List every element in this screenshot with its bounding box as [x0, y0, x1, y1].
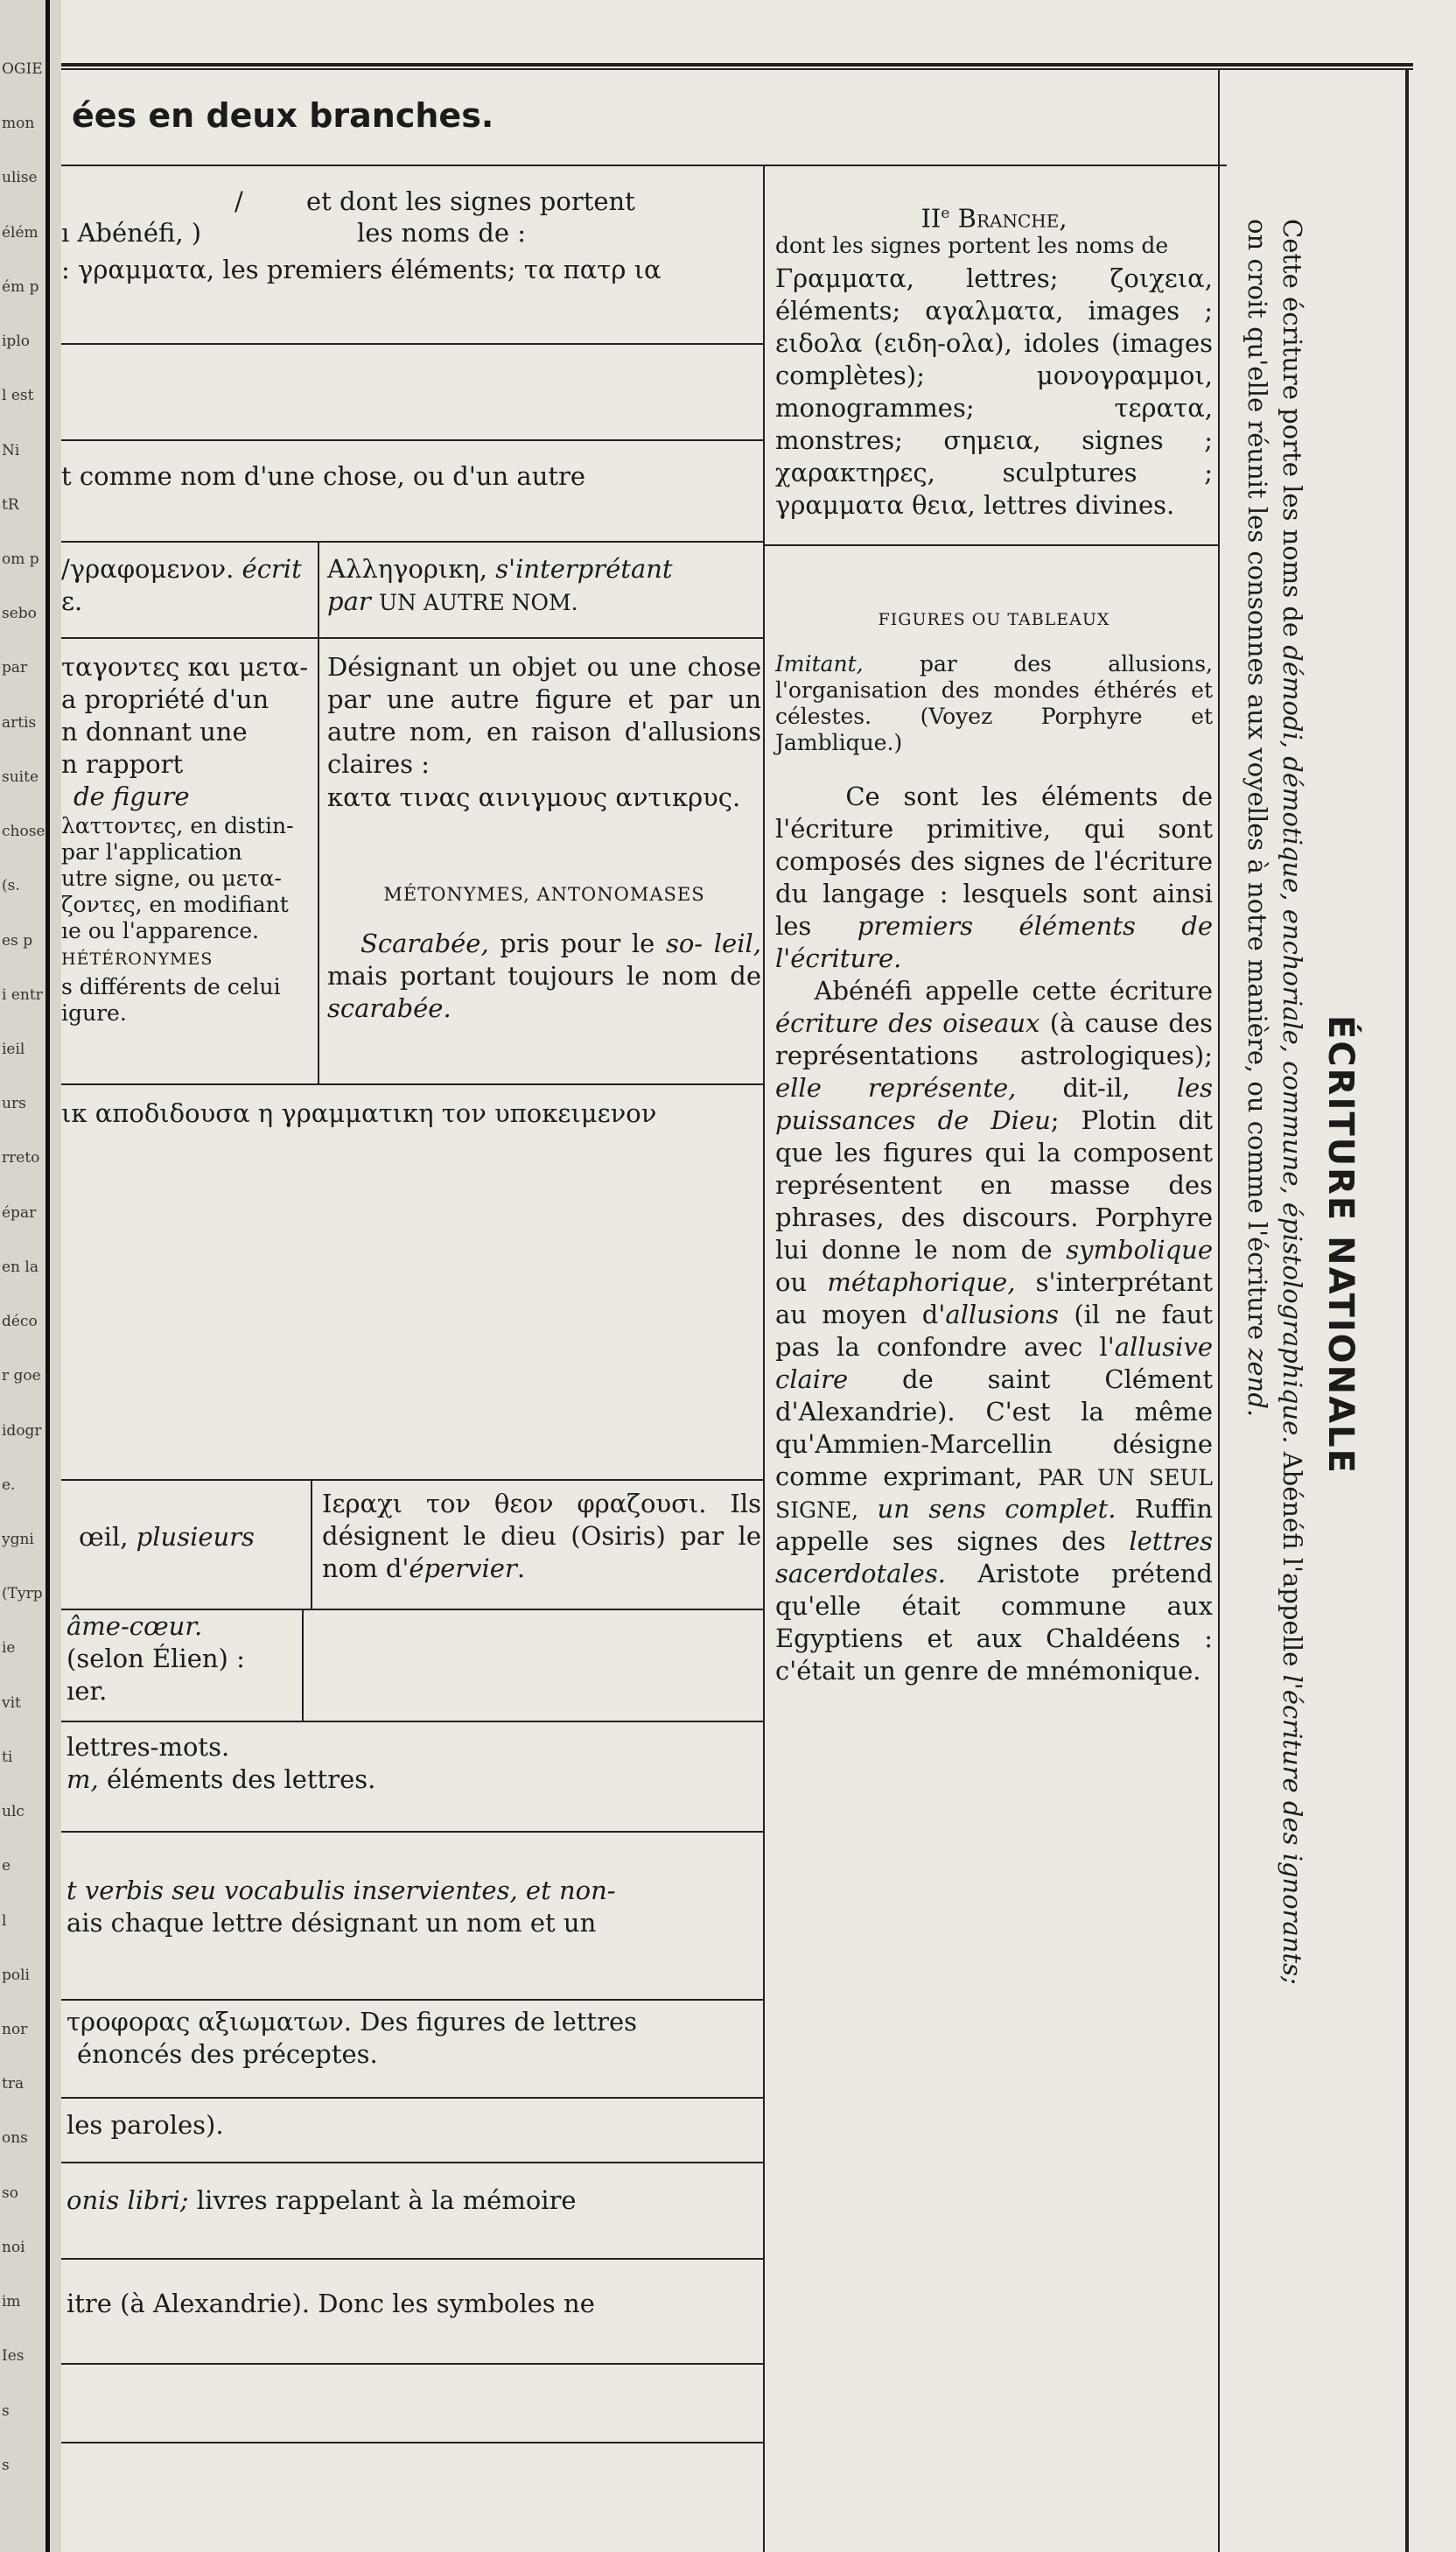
col1-rule-2: [61, 439, 763, 441]
header-rule-right: [763, 165, 1227, 166]
strip-fragment: chose: [2, 824, 46, 840]
strip-fragment: vit: [2, 1694, 21, 1711]
alex-cell: itre (à Alexandrie). Donc les symboles ne: [66, 2289, 595, 2318]
strip-fragment: r goe: [2, 1368, 41, 1385]
ame-divider: [302, 1609, 304, 1721]
strip-fragment: idogr: [2, 1422, 42, 1439]
strip-fragment: nor: [2, 2022, 28, 2037]
strip-fragment: ém p: [2, 278, 39, 295]
col1-rule-1: [61, 343, 763, 345]
col1-sub-divider: [318, 541, 319, 1083]
col-divider: [763, 166, 765, 2552]
strip-fragment: Ies: [2, 2348, 24, 2365]
strip-fragment: épar: [2, 1204, 37, 1221]
vertical-title: ÉCRITURE NATIONALE: [1320, 1015, 1361, 1475]
strip-fragment: e.: [2, 1476, 16, 1493]
strip-fragment: om p: [2, 551, 39, 567]
oeil-cell: œil, plusieurs: [79, 1522, 255, 1552]
col1-row1-line2a: ı Abénéfi, ): [61, 218, 202, 248]
right-frame-rule: [1405, 70, 1409, 2552]
branche-heading: IIe Branche,: [920, 203, 1068, 234]
col1-rule-12: [61, 2162, 763, 2163]
col2-rule-1: [763, 544, 1218, 546]
sub-right-greek: κατα τινας αινιγμους αντικρυς.: [327, 782, 741, 812]
strip-fragment: i entr: [2, 986, 43, 1003]
strip-fragment: artis: [2, 714, 37, 731]
col1-rule-15: [61, 2442, 763, 2443]
col1-rule-9: [61, 1831, 763, 1833]
figures-heading: FIGURES OU TABLEAUX: [878, 610, 1110, 629]
strip-fragment: tra: [2, 2076, 24, 2093]
strip-fragment: élém: [2, 224, 38, 241]
strip-fragment: poli: [2, 1967, 30, 1983]
strip-fragment: s: [2, 2457, 10, 2473]
strip-fragment: OGIE: [2, 61, 43, 77]
strip-fragment: l est: [2, 388, 34, 404]
vertical-line-2: on croit qu'elle réunit les consonnes aux voyelles à notre manière, ou comme l'écriture zend.: [1242, 219, 1272, 1418]
sub-right-para: Désignant un objet ou une chose par une autre figure et par un autre nom, en raison d'allusions claires :: [327, 652, 761, 779]
strip-fragment: es p: [2, 932, 33, 949]
dont-line: dont les signes portent les noms de: [775, 233, 1169, 258]
vertical-line-1: Cette écriture porte les noms de démodi, démotique, enchoriale, commune, épistolographique. Abénéfi l'appelle l'écriture des ignorants;: [1278, 219, 1307, 1985]
strip-fragment: s: [2, 2402, 10, 2419]
metonymes-heading: MÉTONYMES, ANTONOMASES: [383, 884, 705, 905]
strip-fragment: ie: [2, 1640, 16, 1657]
strip-fragment: ieil: [2, 1041, 25, 1057]
col2-main-para: Ce sont les éléments de l'écriture primitive, qui sont composés des signes de l'écriture du langage : lesquels sont ainsi les premiers éléments de l'écriture. Abénéfi appelle cette écriture écriture des oiseaux (à cause des représentations astrologiques); elle représente, dit-il, les puissances de Dieu; Plotin dit que les figures qui la composent représentent en masse des phrases, des discours. Porphyre lui donne le nom de symbolique ou métaphorique, s'interprétant au moyen d'allusions (il ne faut pas la confondre avec l'allusive claire de saint Clément d'Alexandrie). C'est la même qu'Ammien-Marcellin désigne comme exprimant, PAR UN SEUL SIGNE, un sens complet. Ruffin appelle ses signes des lettres sacerdotales. Aristote prétend qu'elle était commune aux Egyptiens et aux Chaldéens : c'était un genre de mnémonique.: [775, 782, 1214, 1686]
header-rule-left: [61, 165, 763, 166]
col1-rule-10: [61, 1999, 763, 2001]
col1-row3: t comme nom d'une chose, ou d'un autre: [61, 461, 586, 491]
col1-rule-5: [61, 1083, 763, 1085]
sub-left-body: ταγοντες και μετα- a propriété d'un n donnant une n rapport de figure λαττοντες, en distin- par l'application utre signe, ou μετα- ζοντες, en modifiant ıe ou l'apparence. HÉTÉRONYMES s différents de celui igure.: [61, 652, 309, 1026]
page-title: ées en deux branches.: [72, 96, 494, 135]
strip-fragment: Ni: [2, 442, 20, 459]
verbis-cell: t verbis seu vocabulis inservientes, et non- ais chaque lettre désignant un nom et un: [66, 1875, 616, 1938]
strip-fragment: en la: [2, 1258, 38, 1275]
strip-fragment: par: [2, 660, 28, 677]
col1-rule-8: [61, 1721, 763, 1722]
strip-fragment: urs: [2, 1096, 26, 1112]
strip-rule: [46, 0, 50, 2552]
col1-row1-line1: et dont les signes portent: [306, 186, 635, 216]
strip-fragment: ons: [2, 2130, 28, 2147]
greek-row: ικ αποδιδουσα η γραμματικη τον υποκειμενον: [61, 1098, 657, 1128]
strip-fragment: ulise: [2, 170, 38, 186]
col1-rule-11: [61, 2097, 763, 2099]
strip-fragment: sebo: [2, 606, 37, 622]
top-rule-thin: [61, 68, 1413, 70]
sub-right-para2: Scarabée, pris pour le so- leil, mais portant toujours le nom de scarabée.: [327, 929, 761, 1023]
oeil-divider: [311, 1479, 312, 1609]
col1-rule-14: [61, 2363, 763, 2365]
paroles-cell: les paroles).: [66, 2110, 224, 2140]
col1-rule-4: [61, 637, 763, 639]
greek2-cell: τροφορας αξιωματων. Des figures de lettres énoncés des préceptes.: [66, 2007, 637, 2069]
strip-fragment: tR: [2, 496, 19, 513]
sub-left-header: /γραφομενον. écrit ε.: [61, 554, 302, 616]
col1-rule-6: [61, 1479, 763, 1481]
strip-fragment: mon: [2, 116, 35, 132]
top-rule: [61, 63, 1413, 67]
strip-fragment: (s.: [2, 878, 20, 894]
ame-cell: âme-cœur. (selon Élien) : ıer.: [66, 1611, 245, 1706]
lettres-cell: lettres-mots. m, éléments des lettres.: [66, 1732, 376, 1794]
strip-fragment: ulc: [2, 1804, 24, 1820]
imitant-para: Imitant, par des allusions, l'organisation des mondes éthérés et célestes. (Voyez Porphyre et Jamblique.): [775, 651, 1213, 755]
strip-fragment: iplo: [2, 333, 30, 350]
col1-row1-line3: : γραμματα, les premiers éléments; τα πατρ ια: [61, 255, 662, 284]
strip-fragment: déco: [2, 1314, 38, 1330]
strip-fragment: suite: [2, 768, 39, 785]
strip-fragment: ti: [2, 1749, 13, 1765]
strip-fragment: noi: [2, 2239, 25, 2255]
ierax-cell: Ιεραχι τον θεον φραζουσι. Ils désignent le dieu (Osiris) par le nom d'épervier.: [322, 1489, 762, 1583]
strip-fragment: ygni: [2, 1532, 34, 1547]
strip-fragment: l: [2, 1912, 7, 1929]
right-column-rule: [1218, 70, 1220, 2552]
col2-para1: Γραμματα, lettres; ζοιχεια, éléments; αγαλματα, images ; ειδολα (ειδη-ολα), idoles (images complètes); μονογραμμοι, monogrammes; τερατα, monstres; σημεια, signes ; χαρακτηρες, sculptures ; γραμματα θεια, lettres divines.: [775, 263, 1213, 520]
left-cropped-strip: [0, 0, 61, 2552]
strip-fragment: (Tyrp: [2, 1586, 43, 1602]
libri-cell: onis libri; livres rappelant à la mémoire: [66, 2185, 577, 2215]
col1-rule-13: [61, 2258, 763, 2260]
strip-fragment: rreto: [2, 1150, 40, 1167]
strip-fragment: e: [2, 1858, 11, 1875]
strip-fragment: im: [2, 2294, 21, 2310]
col1-rule-3: [61, 541, 763, 543]
col1-row1-slash: /: [234, 186, 243, 216]
strip-fragment: so: [2, 2184, 18, 2201]
sub-right-header: Αλληγορικη, s'interprétant par UN AUTRE NOM.: [327, 554, 673, 616]
col1-row1-line2b: les noms de :: [357, 218, 526, 248]
